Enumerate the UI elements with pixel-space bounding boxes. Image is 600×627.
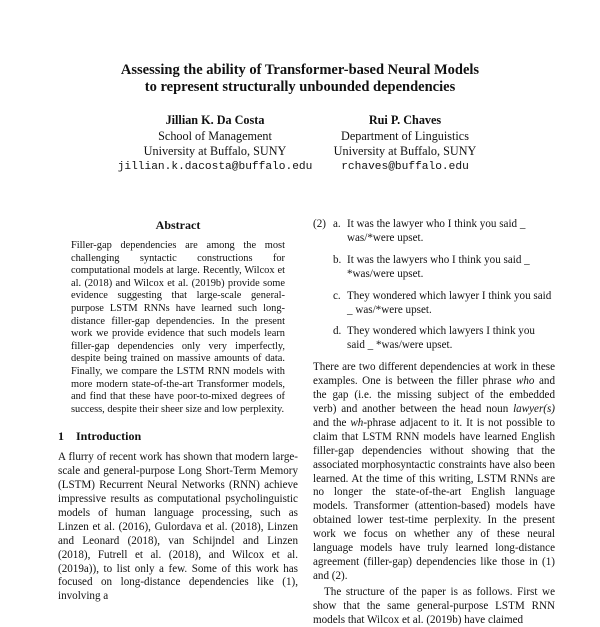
author-block-2 [290, 113, 520, 175]
text-run: and the gap (i.e. the missing subject of the embedded verb) and another between the head noun [313, 375, 555, 415]
italic-term: lawyer(s) [513, 402, 555, 415]
example-item-text: It was the lawyer who I think you said _ was/*were upset. [347, 218, 526, 244]
example-number: (2) [313, 218, 326, 230]
abstract-text: Filler-gap dependencies are among the most challenging syntactic constructions for computational models at large. Recently, Wilcox et al. (2018) and Wilcox et al. (2019b) provide some evidence suggesting that large-scale general-purpose LSTM RNNs have learned such long-distance filler-gap dependencies. In the present work we provide evidence that such models learn filler-gap dependencies only very imperfectly, despite being trained on massive amounts of data. Finally, we compare the LSTM RNN models with more modern state-of-the-art Transformer models, and find that these have poor-to-mixed degrees of success, despite their sheer size and low perplexity. [71, 240, 285, 415]
example-item [313, 218, 555, 246]
body-paragraph [313, 361, 555, 584]
author-name: Jillian K. Da Costa [165, 113, 265, 127]
example-item-label: d. [333, 325, 342, 338]
abstract-heading: Abstract [155, 218, 201, 232]
example-item-text: It was the lawyers who I think you said _ *was/were upset. [347, 253, 530, 280]
example-item-label: a. [333, 218, 341, 230]
example-2 [313, 218, 555, 353]
example-item [313, 254, 555, 282]
example-item-text: They wondered which lawyers I think you said _ *was/were upset. [347, 325, 535, 352]
text-run: -phrase adjacent to it. It is not possible to claim that LSTM RNN models have learned English filler-gap dependencies without showing that the associated morphosyntactic constraints have also been learned. At the time of this writing, LSTM RNNs are no longer the state-of-the-art English language models. Transformer (attention-based) models have obtained lower test-time perplexity. In the present work we focus on whether any of these neural language models have truly learned long-distance agreement (filler-gap) dependencies like those in (1) and (2). [313, 416, 556, 582]
paper-title [0, 62, 600, 96]
example-item [313, 290, 555, 318]
example-item-label: c. [333, 289, 341, 302]
author-name: Rui P. Chaves [368, 113, 442, 127]
author-affiliation: Department of Linguistics [341, 128, 469, 143]
body-paragraph: The structure of the paper is as follows. First we show that the same general-purpose LSTM RNN models that Wilcox et al. (2019b) have claimed [313, 585, 555, 626]
author-affiliation: School of Management [158, 128, 272, 143]
italic-term: wh [350, 416, 364, 429]
section-number: 1 [58, 429, 64, 444]
example-item [313, 325, 555, 353]
example-item-text: They wondered which lawyer I think you said _ was/*were upset. [347, 289, 552, 316]
author-institution: University at Buffalo, SUNY [333, 144, 477, 158]
introduction-paragraph: A flurry of recent work has shown that modern large-scale and general-purpose Long Short-Term Memory (LSTM) Recurrent Neural Networks (RNN) achieve impressive results as computational psycholinguistic models of human language processing, such as Linzen et al. (2016), Gulordava et al. (2018), Linzen and Leonard (2018), van Schijndel and Linzen (2018), Futrell et al. (2018), and Wilcox et al. (2019a)), to list only a few. Some of this work has focused on long-distance dependencies like (1), involving a [58, 451, 298, 603]
section-heading-introduction [58, 429, 298, 444]
title-line-1: Assessing the ability of Transformer-based Neural Models [120, 62, 480, 78]
example-item-label: b. [333, 253, 342, 266]
author-institution: University at Buffalo, SUNY [143, 144, 287, 158]
section-title: Introduction [76, 429, 142, 444]
right-column [313, 218, 555, 627]
title-line-2: to represent structurally unbounded dependencies [144, 79, 456, 95]
author-email[interactable]: jillian.k.dacosta@buffalo.edu [117, 160, 313, 173]
text-run: and the [313, 416, 351, 429]
italic-term: who [515, 375, 535, 388]
author-email[interactable]: rchaves@buffalo.edu [341, 160, 469, 173]
left-column [58, 218, 298, 604]
text-run: There are two different dependencies at work in these examples. One is between the filler phrase [313, 361, 555, 388]
